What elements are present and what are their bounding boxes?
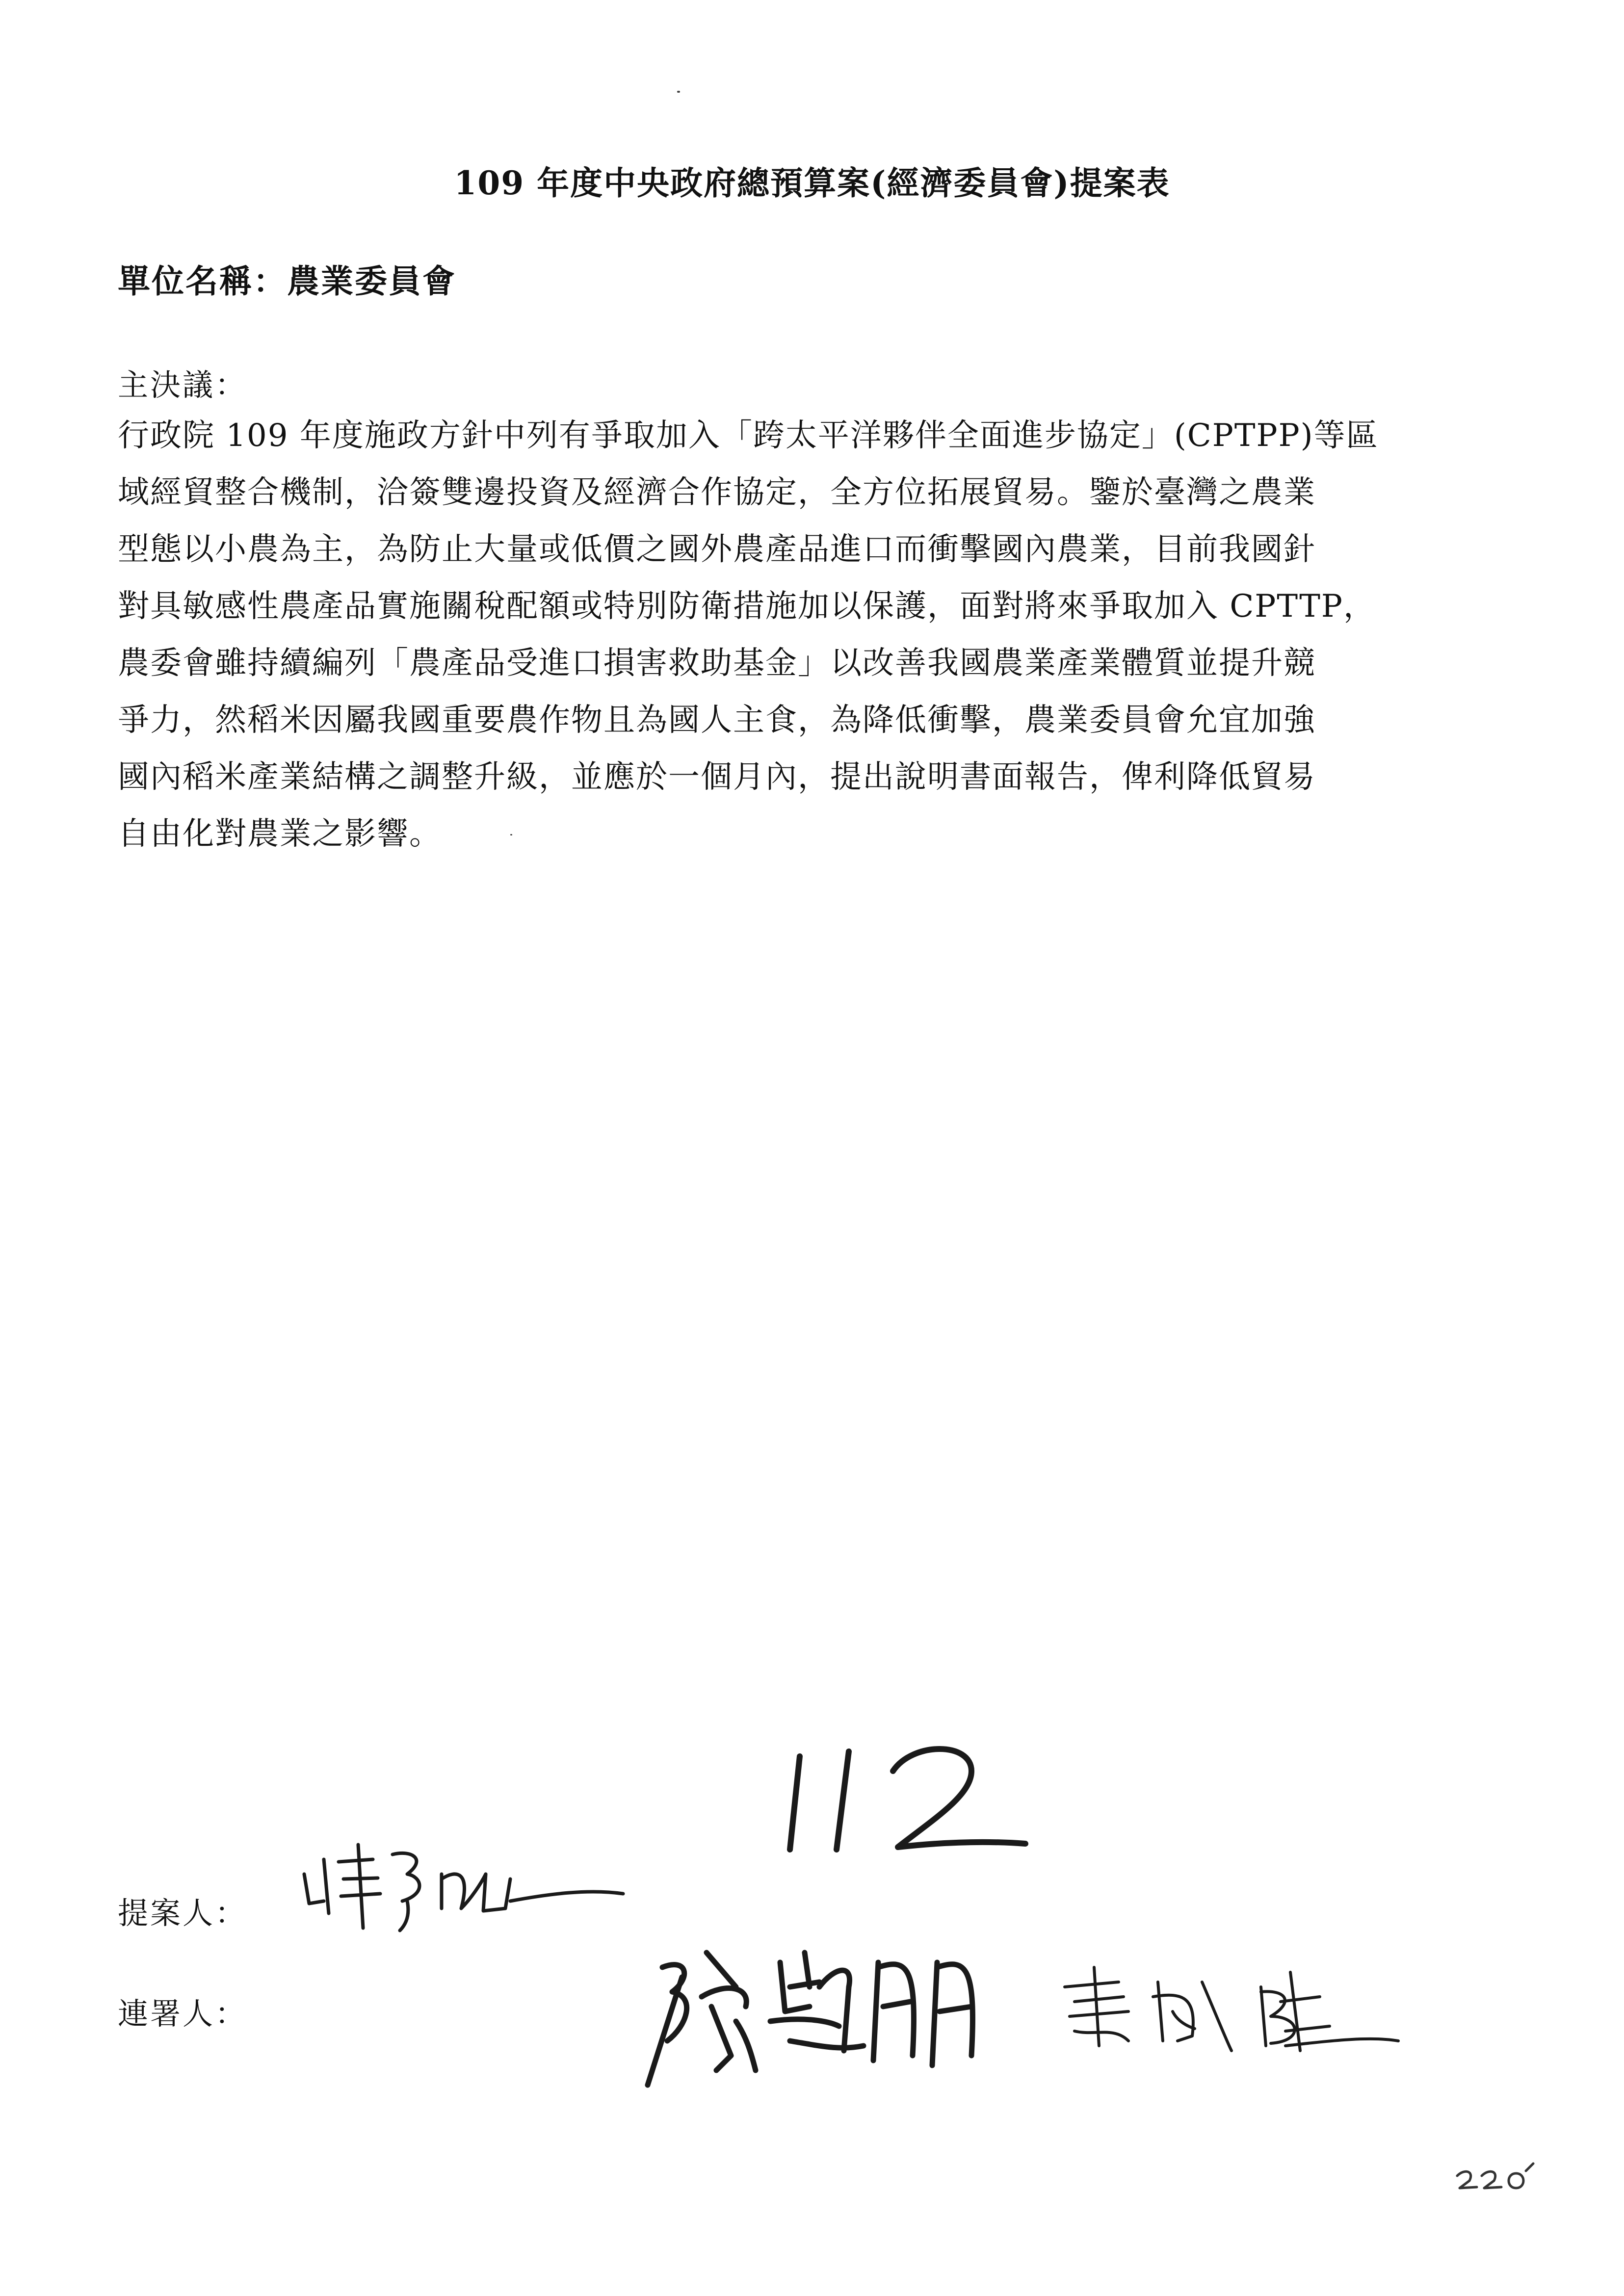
handwritten-page-mark-220 — [1452, 2159, 1550, 2198]
body-line: 型態以小農為主，為防止大量或低價之國外農產品進口而衝擊國內農業，目前我國針 — [118, 531, 1316, 568]
resolution-body — [118, 407, 1526, 862]
scan-speck — [677, 91, 680, 93]
body-line: 行政院 109 年度施政方針中列有爭取加入「跨太平洋夥伴全面進步協定」(CPTPP)等區 — [118, 417, 1379, 454]
resolution-label: 主決議： — [118, 367, 248, 403]
cosigner-signature-2 — [1055, 1943, 1408, 2070]
body-line: 域經貿整合機制，洽簽雙邊投資及經濟合作協定，全方位拓展貿易。鑒於臺灣之農業 — [118, 474, 1316, 511]
document-title: 109 年度中央政府總預算案(經濟委員會)提案表 — [454, 164, 1170, 202]
body-line: 爭力，然稻米因屬我國重要農作物且為國人主食，為降低衝擊，農業委員會允宜加強 — [118, 702, 1316, 738]
handwritten-number-112 — [780, 1737, 1035, 1864]
body-line: 國內稻米產業結構之調整升級，並應於一個月內，提出說明書面報告，俾利降低貿易 — [118, 759, 1316, 795]
unit-name: 單位名稱：農業委員會 — [118, 262, 456, 300]
cosigner-signature-1 — [633, 1923, 1025, 2100]
body-line: 農委會雖持續編列「農產品受進口損害救助基金」以改善我國農業產業體質並提升競 — [118, 645, 1316, 681]
cosigner-label: 連署人： — [118, 1996, 248, 2032]
scan-speck — [510, 834, 512, 835]
body-line: 對具敏感性農產品實施關稅配額或特別防衛措施加以保護，面對將來爭取加入 CPTTP， — [118, 588, 1376, 625]
body-line: 自由化對農業之影響。 — [118, 816, 442, 852]
proposer-signature — [294, 1815, 628, 1943]
proposer-label: 提案人： — [118, 1895, 248, 1931]
